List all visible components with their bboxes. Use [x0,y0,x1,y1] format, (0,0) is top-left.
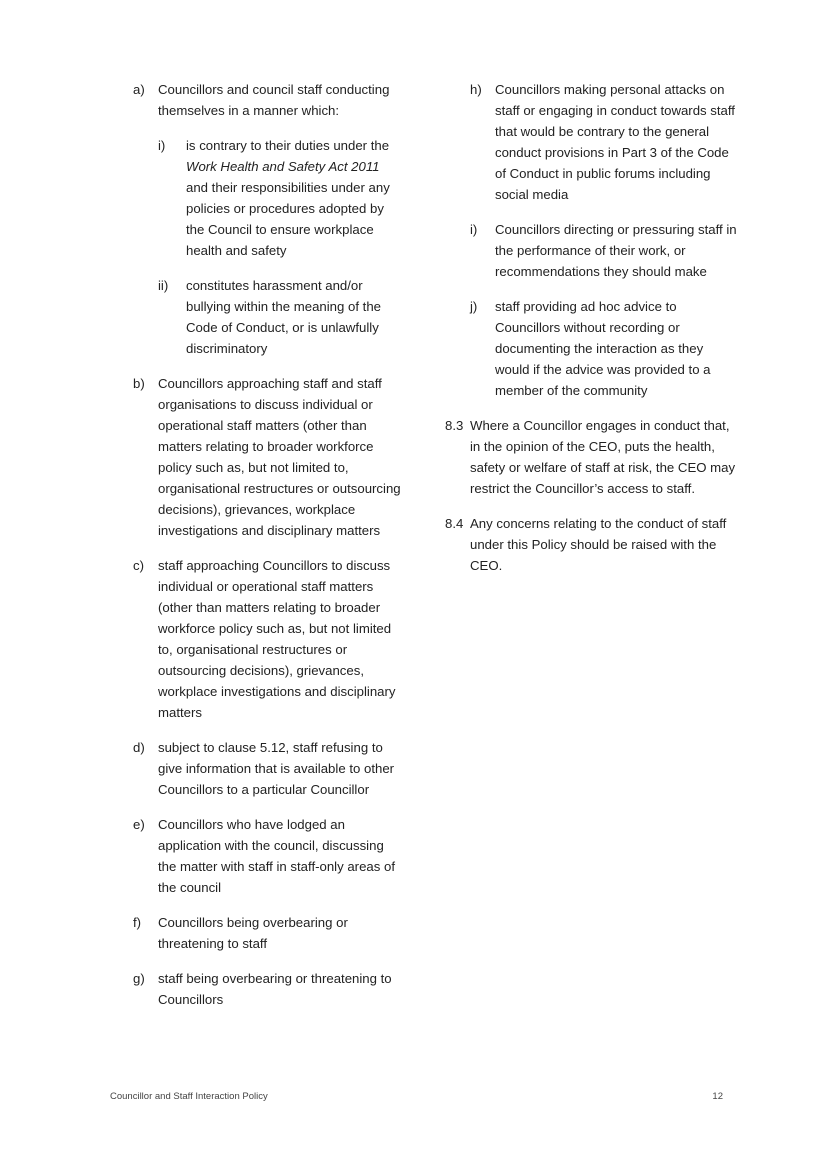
item-label: i) [158,138,166,153]
text-run: is contrary to their duties under the [186,138,390,153]
item-label: e) [133,817,145,832]
item-text: staff providing ad hoc advice to Councillors without recording or documenting the interaction as they would if the advice was provided to a member of the community [495,299,711,398]
item-text: subject to clause 5.12, staff refusing to give information that is available to other Councillors to a particular Councillor [158,740,395,797]
item-label: b) [133,376,145,391]
item-text: staff approaching Councillors to discuss individual or operational staff matters (other than matters relating to broader workforce policy such as, but not limited to, organisational restructures or outsourcing decisions), grievances, workplace investigations and disciplinary matters [158,558,396,720]
item-text: Councillors directing or pressuring staff in the performance of their work, or recommendations they should make [495,222,737,279]
list-item-h [470,79,740,205]
list-item-f [133,912,403,954]
sublist-item-i [158,135,403,261]
item-text: Councillors and council staff conducting themselves in a manner which: [158,82,390,118]
item-text: Councillors who have lodged an application with the council, discussing the matter with staff in staff-only areas of the council [158,817,396,895]
sublist-item-ii [158,275,403,359]
clause-text: Any concerns relating to the conduct of staff under this Policy should be raised with the CEO. [470,516,727,573]
left-column [133,79,403,1024]
item-label: c) [133,558,144,573]
clause-8-3 [445,415,740,499]
clause-8-4 [445,513,740,576]
item-label: g) [133,971,145,986]
item-text: Councillors being overbearing or threatening to staff [158,915,348,951]
list-item-c [133,555,403,723]
clause-number: 8.4 [445,516,464,531]
clause-number: 8.3 [445,418,464,433]
list-item-i [470,219,740,282]
item-text: constitutes harassment and/or bullying within the meaning of the Code of Conduct, or is unlawfully discriminatory [186,278,382,356]
item-label: d) [133,740,145,755]
item-label: a) [133,82,145,97]
list-item-a [133,79,403,359]
act-title: Work Health and Safety Act 2011 [186,159,380,174]
item-label: f) [133,915,142,930]
item-label: ii) [158,278,169,293]
continued-list [445,79,740,401]
item-text [186,135,403,261]
footer-title: Councillor and Staff Interaction Policy [110,1091,268,1102]
sublist [158,135,403,359]
list-item-g [133,968,403,1010]
list-item-j [470,296,740,401]
list-item-b [133,373,403,541]
item-label: h) [470,82,482,97]
clause-text: Where a Councillor engages in conduct that, in the opinion of the CEO, puts the health, safety or welfare of staff at risk, the CEO may restrict the Councillor’s access to staff. [470,418,736,496]
text-run: and their responsibilities under any policies or procedures adopted by the Council to ensure workplace health and safety [186,180,390,258]
list-item-e [133,814,403,898]
item-text: Councillors approaching staff and staff organisations to discuss individual or operational staff matters (other than matters relating to broader workforce policy such as, but not limited to, organisational restructures or outsourcing decisions), grievances, workplace investigations and disciplinary matters [158,376,401,538]
item-text: Councillors making personal attacks on staff or engaging in conduct towards staff that would be contrary to the general conduct provisions in Part 3 of the Code of Conduct in public forums including social media [495,82,735,202]
item-label: i) [470,222,478,237]
right-column [445,79,740,590]
page-footer [110,1091,723,1102]
item-text: staff being overbearing or threatening to Councillors [158,971,392,1007]
page-number: 12 [712,1091,723,1102]
list-item-d [133,737,403,800]
item-label: j) [470,299,478,314]
